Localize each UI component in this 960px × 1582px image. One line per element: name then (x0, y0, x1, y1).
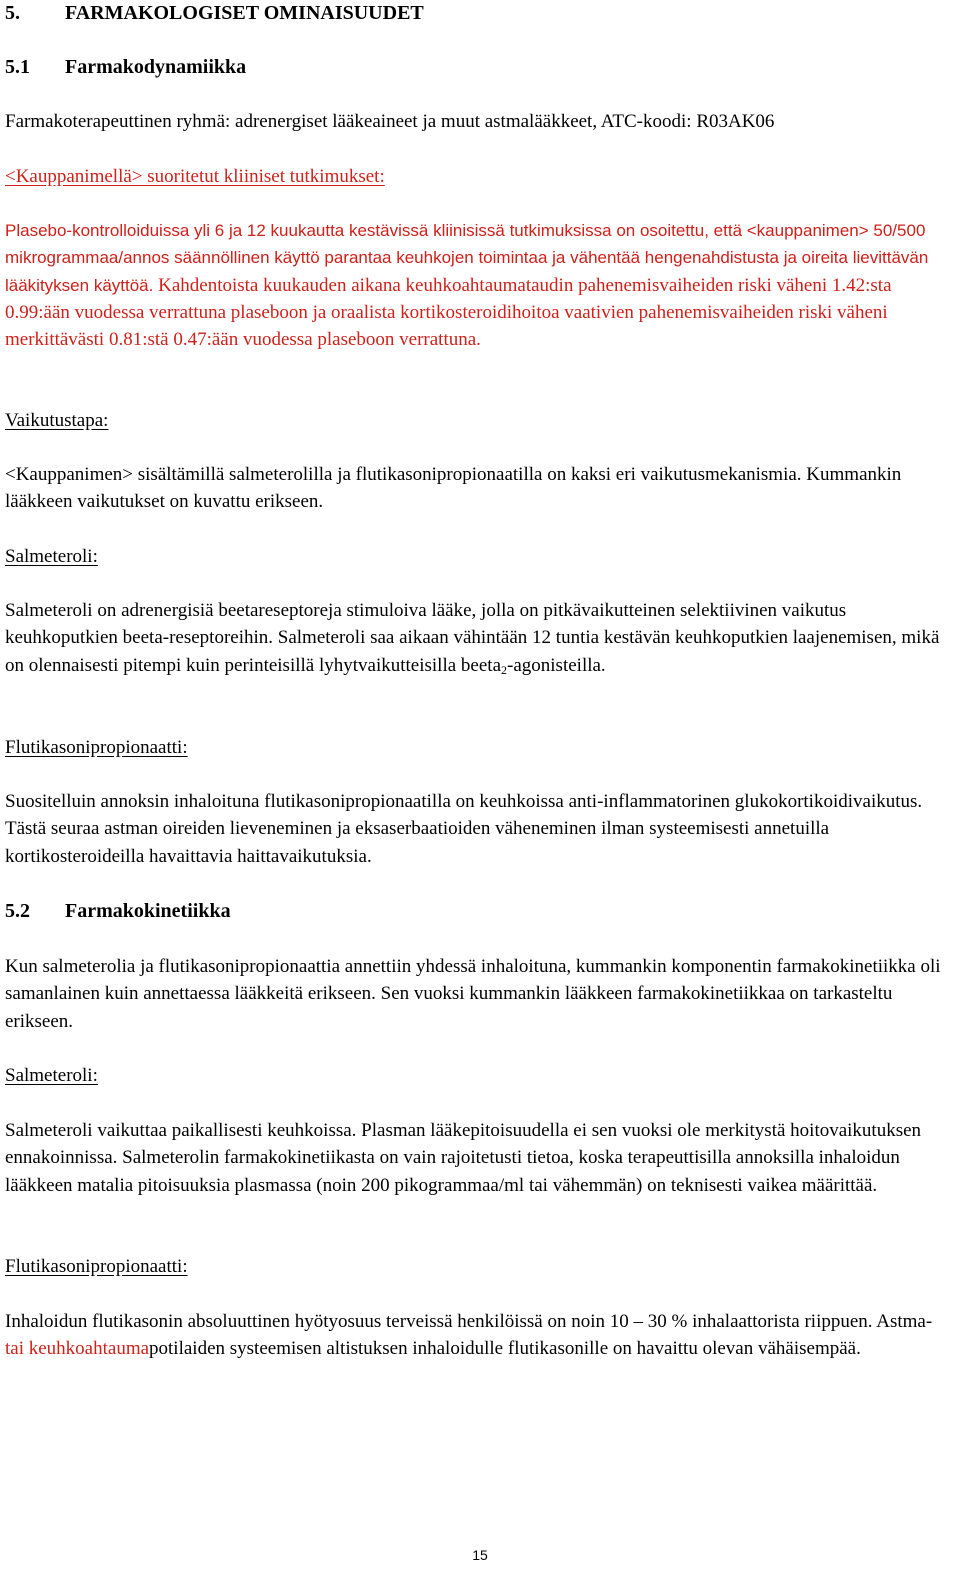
salmeterol-pk-paragraph: Salmeteroli vaikuttaa paikallisesti keuhkoissa. Plasman lääkepitoisuudella ei sen vuoksi ole merkitystä hoitovaikutuksen ennakoinnissa. Salmeterolin farmakokinetiikasta on vain rajoitetusti tietoa, koska terapeuttisilla annoksilla inhaloidun lääkkeen matalia pitoisuuksia plasmassa (noin 200 pikogrammaa/ml tai vähemmän) on teknisesti vaikea määrittää. (5, 1120, 922, 1196)
fluticasone-pk-heading: Flutikasonipropionaatti: (5, 1256, 188, 1277)
section-number: 5. (5, 2, 20, 24)
fluticasone-pk-text-end: potilaiden systeemisen altistuksen inhaloidulle flutikasonille on havaittu olevan vähäisempää. (149, 1338, 861, 1360)
fluticasone-pk-highlight: tai keuhkoahtauma (5, 1338, 150, 1360)
section-number: 5.2 (5, 900, 30, 922)
mechanism-paragraph: <Kauppanimen> sisältämillä salmeterolilla ja flutikasonipropionaatilla on kaksi eri vaikutusmekanismia. Kummankin lääkkeen vaikutukset on kuvattu erikseen. (5, 464, 902, 513)
section-5-2-heading (5, 898, 950, 925)
salmeterol-pd-heading: Salmeteroli: (5, 546, 98, 567)
mechanism-heading: Vaikutustapa: (5, 410, 109, 431)
clinical-studies-heading: <Kauppanimellä> suoritetut kliiniset tutkimukset: (5, 166, 385, 187)
section-title: Farmakodynamiikka (65, 56, 247, 78)
section-title: FARMAKOLOGISET OMINAISUUDET (65, 2, 424, 24)
salmeterol-pd-text-end: -agonisteilla. (507, 654, 606, 676)
salmeterol-pk-heading: Salmeteroli: (5, 1065, 98, 1086)
fluticasone-pk-paragraph (5, 1308, 950, 1363)
salmeterol-pd-paragraph (5, 597, 950, 679)
fluticasone-pd-paragraph: Suositelluin annoksin inhaloituna flutikasonipropionaatilla on keuhkoissa anti-inflammatorinen glukokortikoidivaikutus. Tästä seuraa astman oireiden lieveneminen ja eksaserbaatioiden väheneminen ilman systeemisesti annetuilla kortikosteroideilla havaittavia haittavaikutuksia. (5, 791, 923, 867)
page-number: 15 (472, 1547, 488, 1563)
salmeterol-pd-text: Salmeteroli on adrenergisiä beetareseptoreja stimuloiva lääke, jolla on pitkävaikutteinen selektiivinen vaikutus keuhkoputkien beeta-reseptoreihin. Salmeteroli saa aikaan vähintään 12 tuntia kestävän keuhkoputkien laajenemisen, mikä on olennaisesti pitempi kuin perinteisillä lyhytvaikutteisilla beeta (5, 600, 940, 676)
therapeutic-group: Farmakoterapeuttinen ryhmä: adrenergiset lääkeaineet ja muut astmalääkkeet, ATC-koodi: R03AK06 (5, 111, 775, 132)
section-number: 5.1 (5, 56, 30, 78)
fluticasone-pd-heading: Flutikasonipropionaatti: (5, 737, 188, 758)
clinical-studies-text-sans: Plasebo-kontrolloiduissa yli 6 ja 12 kuukautta kestävissä kliinisissä tutkimuksissa on osoitettu, että <kauppanimen> 50/500 mikrogrammaa/annos säännöllinen käyttö parantaa keuhkojen toimintaa ja vähentää hengenahdistusta ja oireita lievittävän lääkityksen käyttöä. (5, 221, 929, 295)
clinical-studies-paragraph (5, 217, 950, 353)
section-title: Farmakokinetiikka (65, 900, 231, 922)
section-5-heading (5, 0, 950, 27)
clinical-studies-text-serif: Kahdentoista kuukauden aikana keuhkoahtaumataudin pahenemisvaiheiden riski väheni 1.42:sta 0.99:ään vuodessa verrattuna plaseboon ja oraalista kortikosteroidihoitoa vaativien pahenemisvaiheiden riski väheni merkittävästi 0.81:stä 0.47:ään vuodessa plaseboon verrattuna. (5, 274, 892, 351)
pharmacokinetics-intro: Kun salmeterolia ja flutikasonipropionaattia annettiin yhdessä inhaloituna, kummankin komponentin farmakokinetiikka oli samanlainen kuin annettaessa lääkkeitä erikseen. Sen vuoksi kummankin lääkkeen farmakokinetiikkaa on tarkasteltu erikseen. (5, 956, 941, 1032)
section-5-1-heading (5, 54, 950, 81)
beta-subscript: 2 (501, 662, 508, 677)
fluticasone-pk-text: Inhaloidun flutikasonin absoluuttinen hyötyosuus terveissä henkilöissä on noin 10 – 30 % inhalaattorista riippuen. Astma- (5, 1311, 933, 1332)
